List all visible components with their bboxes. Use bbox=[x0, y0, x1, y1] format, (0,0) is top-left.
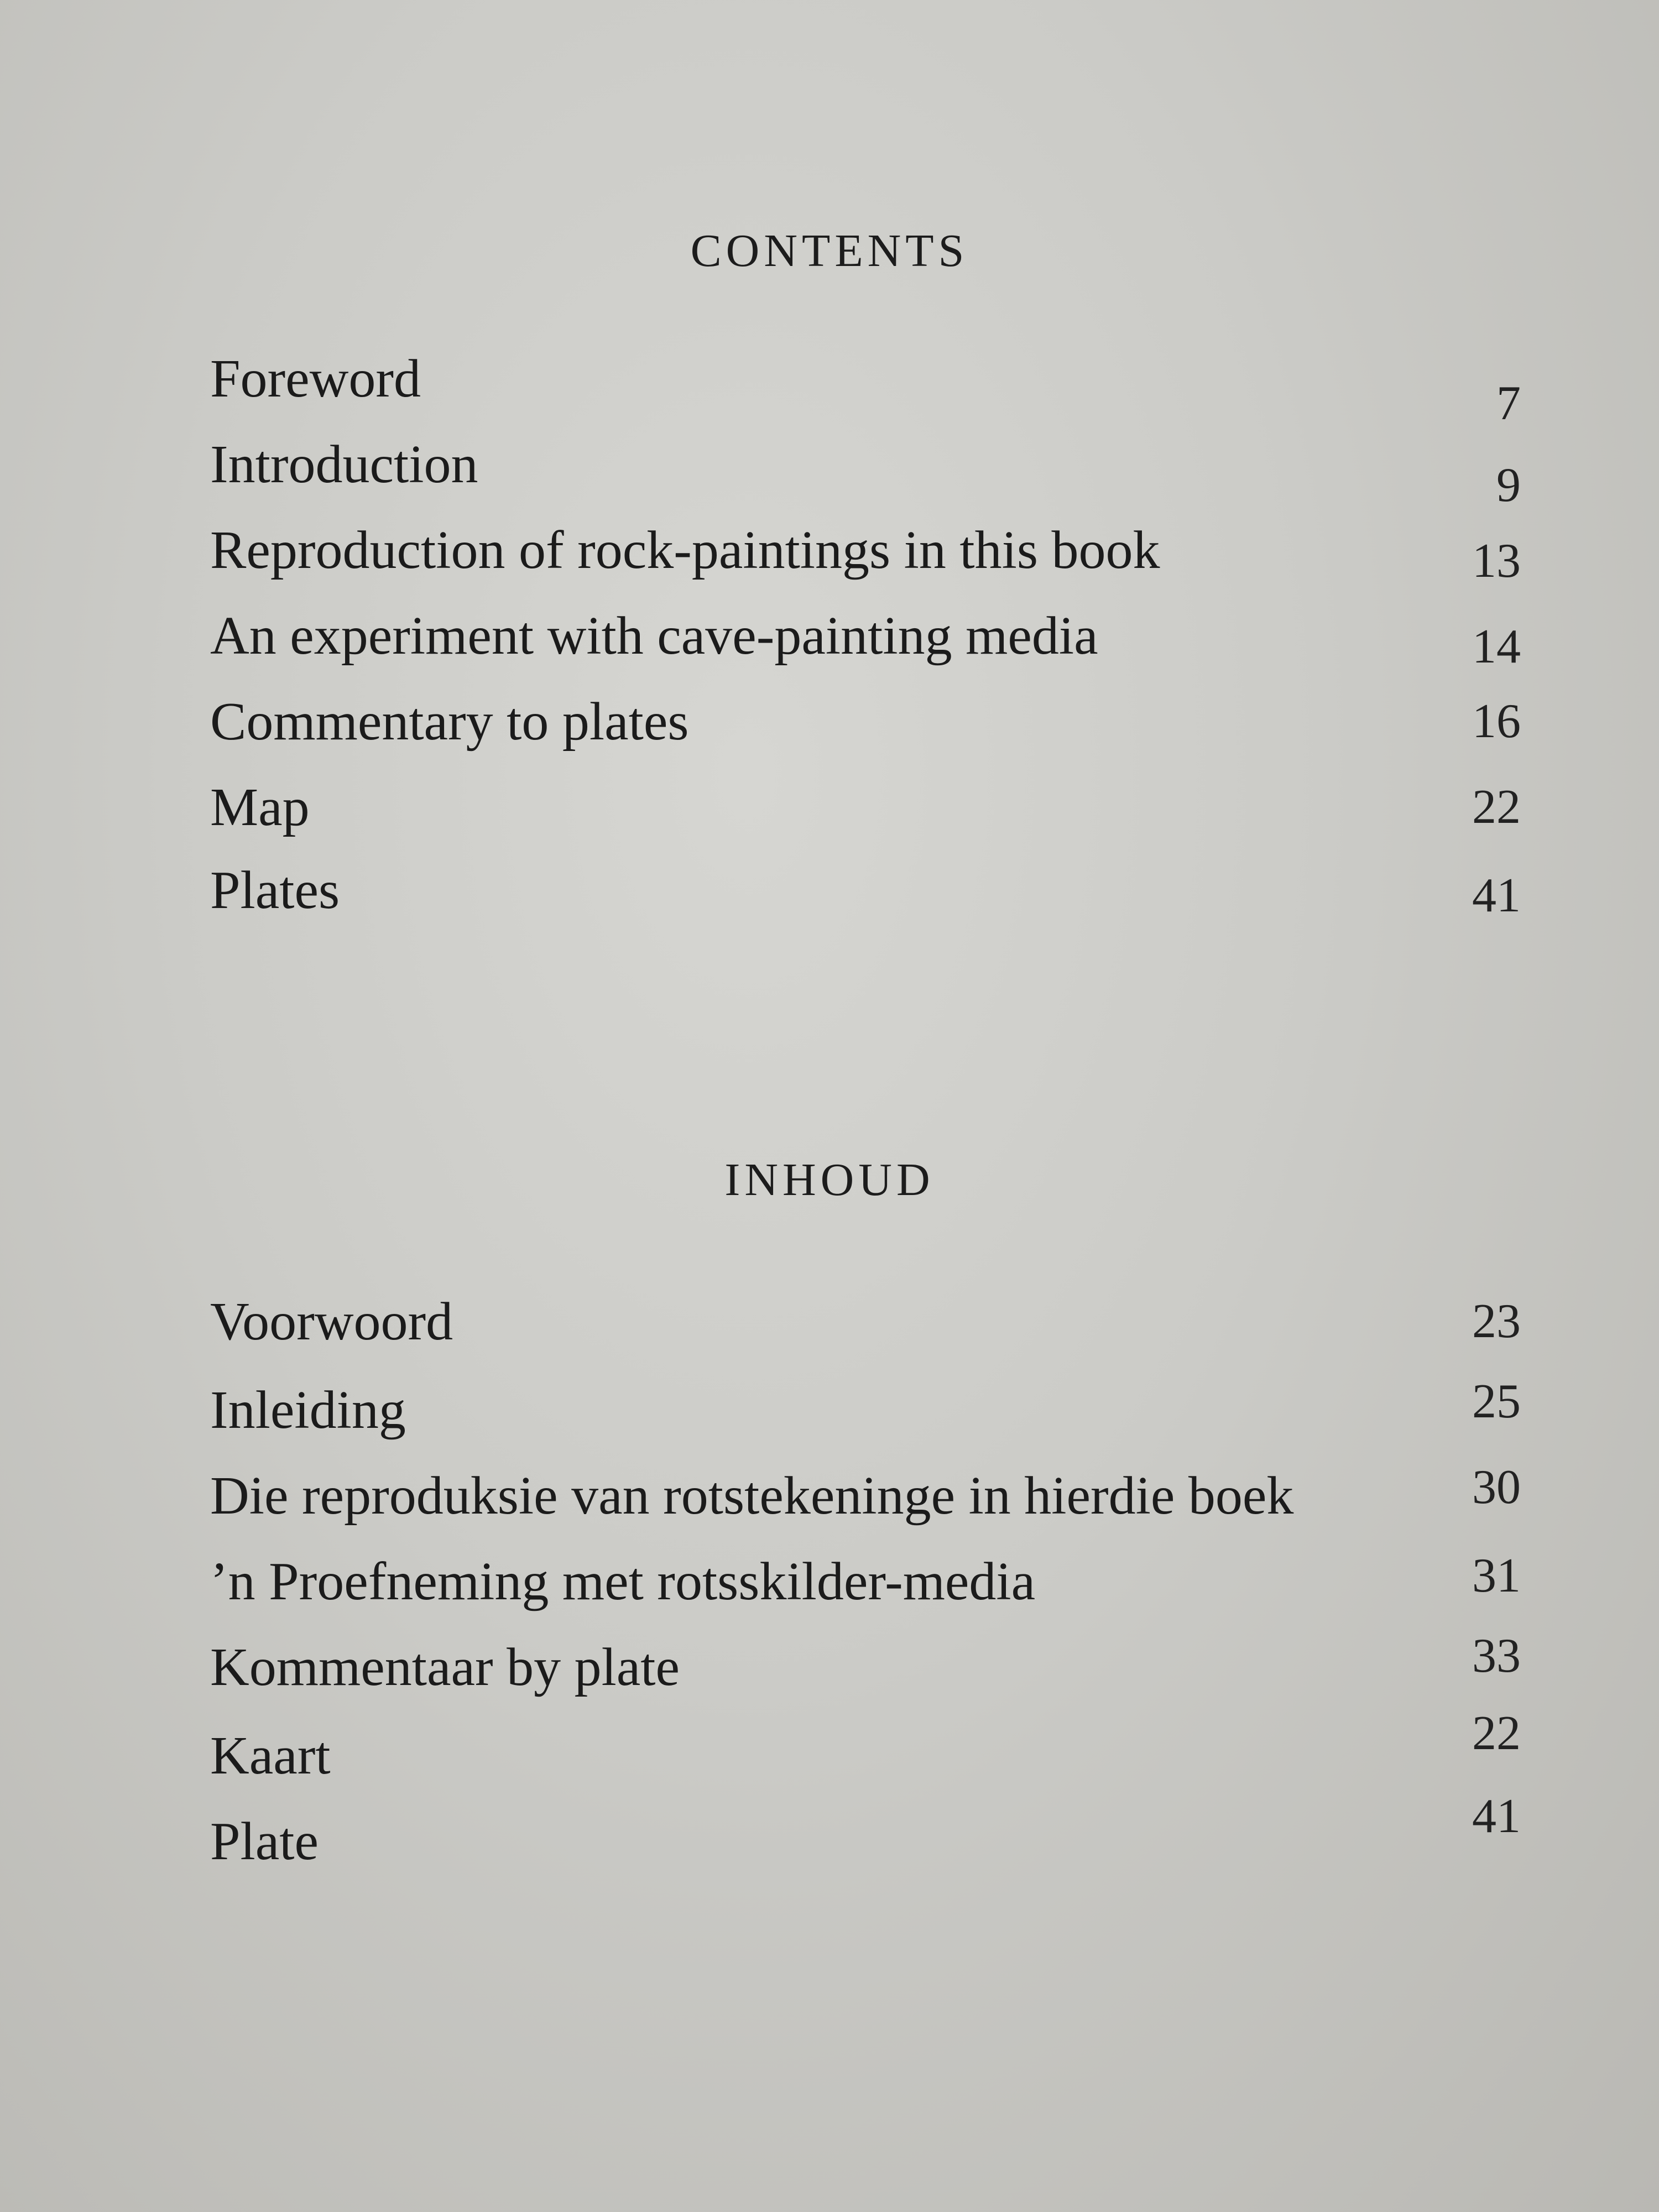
toc-entry-page: 22 bbox=[1472, 1707, 1521, 1760]
inhoud-heading: INHOUD bbox=[724, 1154, 935, 1206]
toc-entry-page: 31 bbox=[1472, 1549, 1521, 1603]
toc-entry-page: 14 bbox=[1472, 620, 1521, 674]
toc-entry-title: Kommentaar by plate bbox=[210, 1637, 680, 1697]
toc-entry-title: Inleiding bbox=[210, 1380, 406, 1440]
toc-entry-title: ’n Proefneming met rotsskilder-media bbox=[210, 1552, 1036, 1611]
toc-entry bbox=[210, 520, 1521, 588]
toc-entry bbox=[210, 777, 1521, 838]
toc-entry bbox=[210, 1460, 1521, 1526]
toc-entry-page: 41 bbox=[1472, 869, 1521, 922]
toc-entry-title: Kaart bbox=[210, 1726, 331, 1786]
toc-entry-page: 25 bbox=[1472, 1375, 1521, 1428]
toc-entry bbox=[210, 1551, 1521, 1612]
toc-entry-title: Voorwoord bbox=[210, 1292, 453, 1352]
toc-entry bbox=[210, 348, 1521, 430]
toc-entry bbox=[210, 1790, 1521, 1872]
toc-entry-title: Map bbox=[210, 778, 310, 837]
toc-entry-title: Foreword bbox=[210, 349, 421, 409]
toc-entry-title: Reproduction of rock-paintings in this book bbox=[210, 520, 1160, 580]
toc-entry-page: 41 bbox=[1472, 1790, 1521, 1843]
toc-entry bbox=[210, 1707, 1521, 1786]
toc-entry-page: 22 bbox=[1472, 780, 1521, 834]
toc-entry-page: 16 bbox=[1472, 695, 1521, 748]
toc-entry bbox=[210, 1291, 1521, 1352]
toc-entry bbox=[210, 434, 1521, 512]
toc-entry bbox=[210, 606, 1521, 674]
toc-entry-title: Plates bbox=[210, 860, 340, 920]
toc-entry-page: 13 bbox=[1472, 534, 1521, 588]
toc-entry-page: 9 bbox=[1496, 458, 1521, 512]
toc-entry-page: 33 bbox=[1472, 1629, 1521, 1683]
toc-entry bbox=[210, 1375, 1521, 1441]
toc-entry-page: 30 bbox=[1472, 1460, 1521, 1514]
toc-entry-title: Die reproduksie van rotstekeninge in hierdie boek bbox=[210, 1466, 1294, 1526]
contents-heading: CONTENTS bbox=[690, 225, 969, 276]
toc-entry-page: 23 bbox=[1472, 1295, 1521, 1348]
toc-entry-title: Commentary to plates bbox=[210, 692, 689, 752]
toc-entry-title: Plate bbox=[210, 1812, 319, 1871]
toc-entry-page: 7 bbox=[1496, 377, 1521, 430]
toc-entry-title: Introduction bbox=[210, 435, 478, 494]
toc-entry-title: An experiment with cave-painting media bbox=[210, 606, 1098, 666]
toc-entry bbox=[210, 691, 1521, 752]
toc-entry bbox=[210, 1629, 1521, 1698]
toc-entry bbox=[210, 860, 1521, 921]
